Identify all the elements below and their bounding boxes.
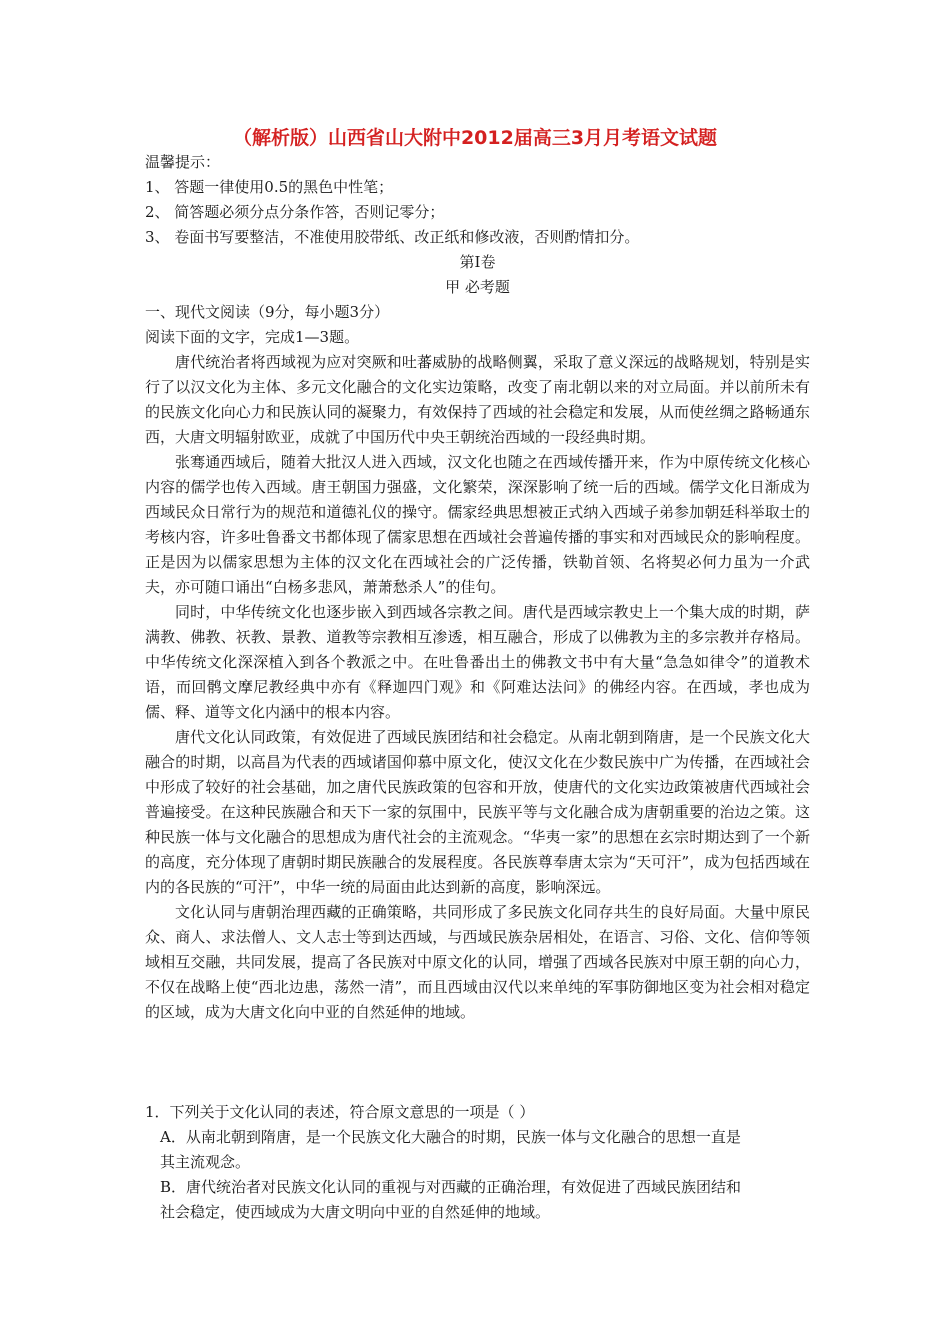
tips-heading: 温馨提示：: [145, 153, 221, 171]
article-body: [145, 350, 810, 1025]
section-heading: 甲 必考题: [445, 278, 510, 296]
option-a-line1: A．从南北朝到隋唐，是一个民族文化大融合的时期，民族一体与文化融合的思想一直是: [160, 1128, 741, 1146]
volume-heading: 第Ⅰ卷: [459, 253, 496, 271]
tip-item: 2、 简答题必须分点分条作答，否则记零分；: [145, 203, 445, 221]
reading-instruction: 阅读下面的文字，完成1—3题。: [145, 328, 360, 346]
option-a-line2: 其主流观念。: [160, 1153, 251, 1171]
reading-section: [145, 300, 810, 350]
tip-item: 1、 答题一律使用0.5的黑色中性笔；: [145, 178, 394, 196]
article-paragraph: 唐代文化认同政策，有效促进了西域民族团结和社会稳定。从南北朝到隋唐，是一个民族文化大融合的时期，以高昌为代表的西域诸国仰慕中原文化，使汉文化在少数民族中广为传播，在西域社会中形成了较好的社会基础，加之唐代民族政策的包容和开放，使唐代的文化实边政策被唐代西域社会普遍接受。在这种民族融合和天下一家的氛围中，民族平等与文化融合成为唐朝重要的治边之策。这种民族一体与文化融合的思想成为唐代社会的主流观念。“华夷一家”的思想在玄宗时期达到了一个新的高度，充分体现了唐朝时期民族融合的发展程度。各民族尊奉唐太宗为“天可汗”，成为包括西域在内的各民族的“可汗”，中华一统的局面由此达到新的高度，影响深远。: [145, 728, 810, 896]
question-1: [145, 1100, 810, 1125]
question-1-options: [160, 1125, 810, 1225]
question-stem: 1．下列关于文化认同的表述，符合原文意思的一项是（ ）: [145, 1103, 535, 1121]
article-paragraph: 唐代统治者将西域视为应对突厥和吐蕃威胁的战略侧翼，采取了意义深远的战略规划，特别是实行了以汉文化为主体、多元文化融合的文化实边策略，改变了南北朝以来的对立局面。并以前所未有的民族文化向心力和民族认同的凝聚力，有效保持了西域的社会稳定和发展，从而使丝绸之路畅通东西，大唐文明辐射欧亚，成就了中国历代中央王朝统治西域的一段经典时期。: [145, 353, 810, 446]
option-b-line2: 社会稳定，使西域成为大唐文明向中亚的自然延伸的地域。: [160, 1203, 551, 1221]
article-paragraph: 文化认同与唐朝治理西藏的正确策略，共同形成了多民族文化同存共生的良好局面。大量中原民众、商人、求法僧人、文人志士等到达西域，与西域民族杂居相处，在语言、习俗、文化、信仰等领域相互交融，共同发展，提高了各民族对中原文化的认同，增强了西域各民族对中原王朝的向心力，不仅在战略上使“西北边患，荡然一清”，而且西域由汉代以来单纯的军事防御地区变为社会相对稳定的区域，成为大唐文化向中亚的自然延伸的地域。: [145, 903, 810, 1021]
option-b: [160, 1175, 810, 1225]
article-paragraph: 同时，中华传统文化也逐步嵌入到西域各宗教之间。唐代是西域宗教史上一个集大成的时期，萨满教、佛教、祆教、景教、道教等宗教相互渗透，相互融合，形成了以佛教为主的多宗教并存格局。中华传统文化深深植入到各个教派之中。在吐鲁番出土的佛教文书中有大量“急急如律令”的道教术语，而回鹘文摩尼教经典中亦有《释迦四门观》和《阿难达法问》的佛经内容。在西域，孝也成为儒、释、道等文化内涵中的根本内容。: [145, 603, 810, 721]
part-heading: 一、现代文阅读（9分，每小题3分）: [145, 303, 390, 321]
article-paragraph: 张骞通西域后，随着大批汉人进入西域，汉文化也随之在西域传播开来，作为中原传统文化核心内容的儒学也传入西域。唐王朝国力强盛，文化繁荣，深深影响了统一后的西域。儒学文化日渐成为西域民众日常行为的规范和道德礼仪的操守。儒家经典思想被正式纳入西域子弟参加朝廷科举取士的考核内容，许多吐鲁番文书都体现了儒家思想在西域社会普遍传播的事实和对西域民众的影响程度。正是因为以儒家思想为主体的汉文化在西域社会的广泛传播，铁勒首领、名将契必何力虽为一介武夫，亦可随口诵出“白杨多悲风，萧萧愁杀人”的佳句。: [145, 453, 810, 596]
tips-section: [145, 150, 810, 250]
document-title: （解析版）山西省山大附中2012届高三3月月考语文试题: [232, 127, 718, 149]
tip-item: 3、 卷面书写要整洁，不准使用胶带纸、改正纸和修改液，否则酌情扣分。: [145, 228, 640, 246]
option-b-line1: B．唐代统治者对民族文化认同的重视与对西藏的正确治理，有效促进了西域民族团结和: [160, 1178, 742, 1196]
option-a: [160, 1125, 810, 1175]
